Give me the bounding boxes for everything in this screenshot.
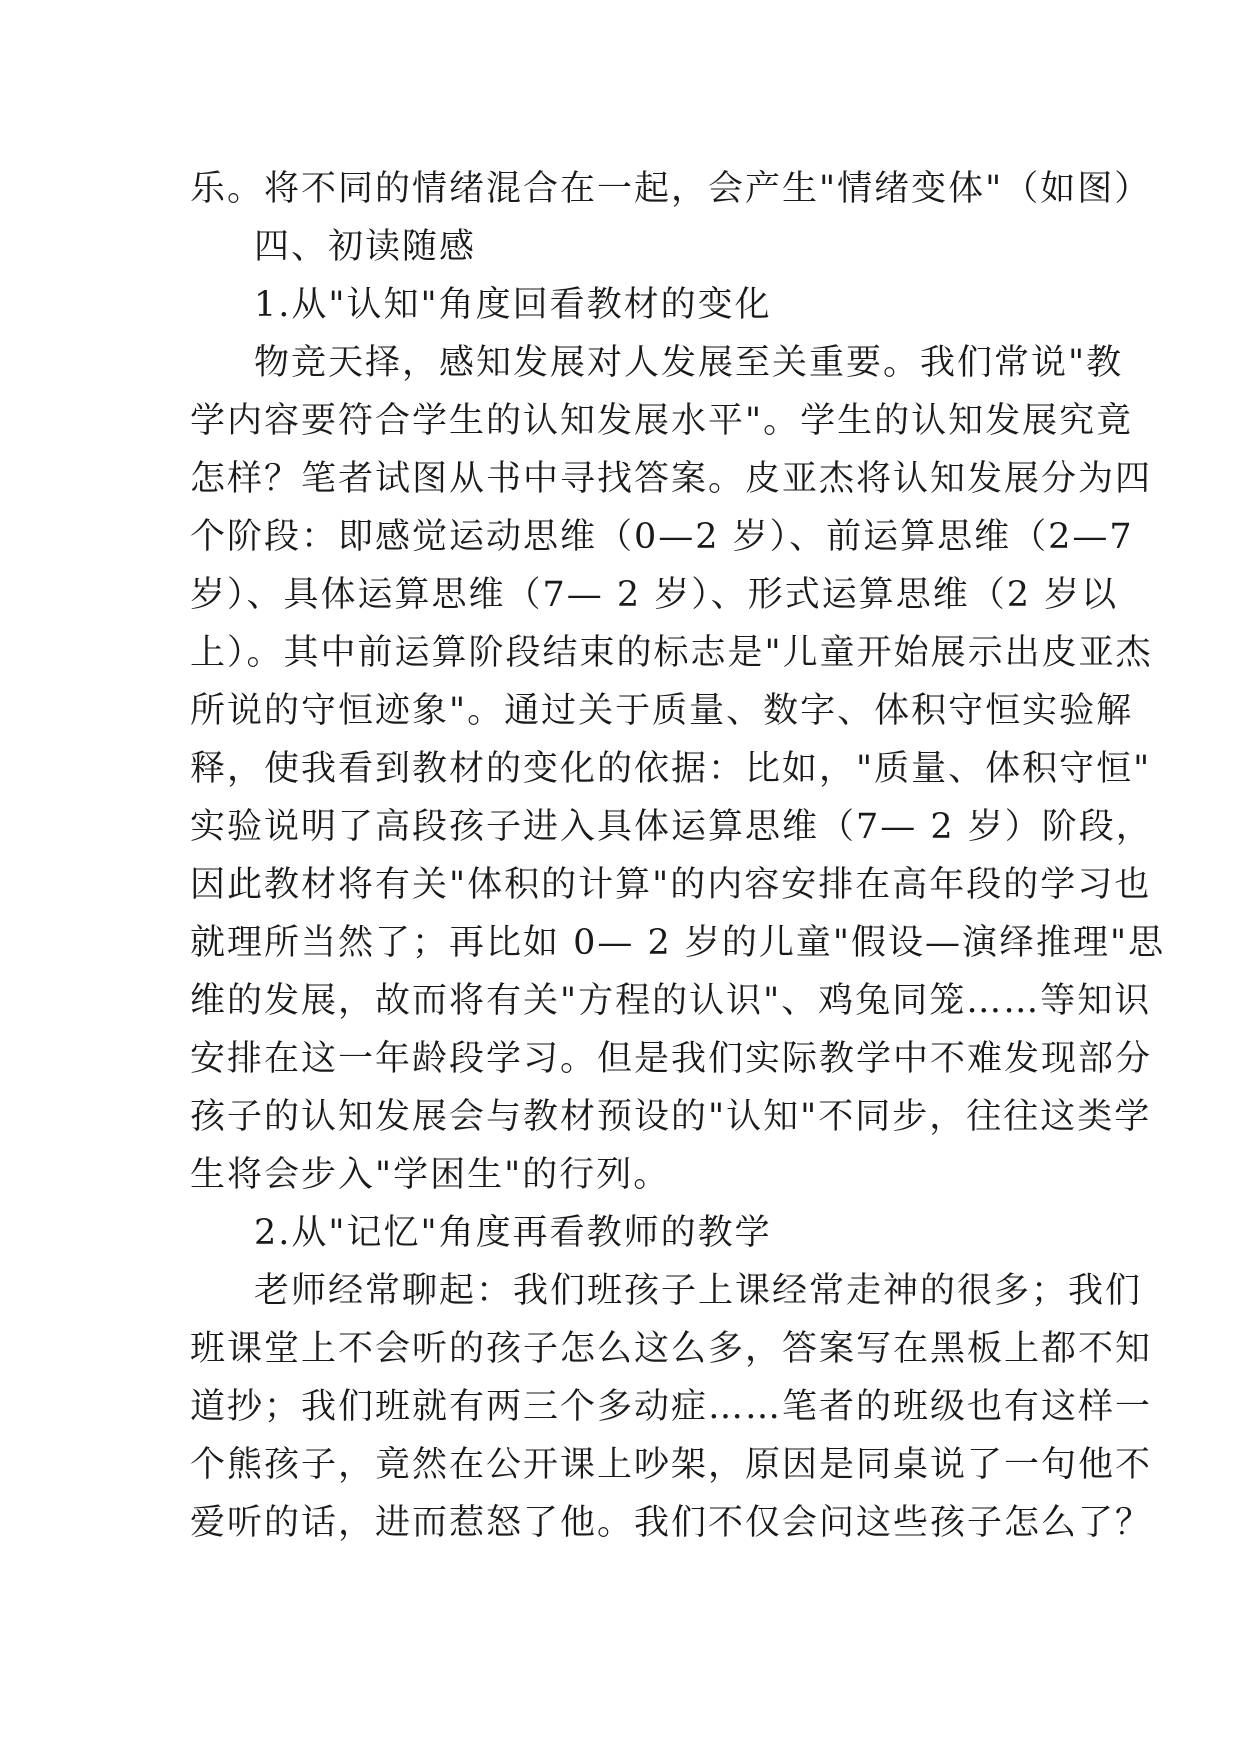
text-line: 物竞天择，感知发展对人发展至关重要。我们常说"教 <box>254 343 1124 383</box>
text-line: 因此教材将有关"体积的计算"的内容安排在高年段的学习也 <box>190 865 1152 905</box>
text-line: 道抄；我们班就有两三个多动症……笔者的班级也有这样一 <box>190 1387 1153 1427</box>
text-line: 就理所当然了；再比如 0— 2 岁的儿童"假设—演绎推理"思 <box>190 923 1166 963</box>
text-line: 维的发展，故而将有关"方程的认识"、鸡兔同笼……等知识 <box>190 981 1152 1021</box>
text-line: 岁）、具体运算思维（7— 2 岁）、形式运算思维（2 岁以 <box>190 575 1119 615</box>
text-line: 乐。将不同的情绪混合在一起，会产生"情绪变体"（如图） <box>190 169 1152 209</box>
text-line: 爱听的话，进而惹怒了他。我们不仅会问这些孩子怎么了？ <box>190 1503 1153 1543</box>
text-line: 实验说明了高段孩子进入具体运算思维（7— 2 岁）阶段， <box>190 807 1153 847</box>
body-text <box>190 160 1166 1552</box>
text-line: 上）。其中前运算阶段结束的标志是"儿童开始展示出皮亚杰 <box>190 633 1153 673</box>
text-line: 生将会步入"学困生"的行列。 <box>190 1155 671 1195</box>
section-heading: 四、初读随感 <box>254 227 477 267</box>
text-line: 班课堂上不会听的孩子怎么这么多，答案写在黑板上都不知 <box>190 1329 1153 1369</box>
text-line: 个阶段：即感觉运动思维（0—2 岁）、前运算思维（2—7 <box>190 517 1134 557</box>
text-line: 学内容要符合学生的认知发展水平"。学生的认知发展究竟 <box>190 401 1134 441</box>
text-line: 孩子的认知发展会与教材预设的"认知"不同步，往往这类学 <box>190 1097 1152 1137</box>
text-line: 释，使我看到教材的变化的依据：比如，"质量、体积守恒" <box>190 749 1152 789</box>
subsection-heading: 2.从"记忆"角度再看教师的教学 <box>254 1213 772 1253</box>
text-line: 所说的守恒迹象"。通过关于质量、数字、体积守恒实验解 <box>190 691 1134 731</box>
text-line: 安排在这一年龄段学习。但是我们实际教学中不难发现部分 <box>190 1039 1153 1079</box>
text-line: 怎样？笔者试图从书中寻找答案。皮亚杰将认知发展分为四 <box>190 459 1153 499</box>
text-line: 个熊孩子，竟然在公开课上吵架，原因是同桌说了一句他不 <box>190 1445 1153 1485</box>
text-line: 老师经常聊起：我们班孩子上课经常走神的很多；我们 <box>254 1271 1143 1311</box>
subsection-heading: 1.从"认知"角度回看教材的变化 <box>254 285 772 325</box>
